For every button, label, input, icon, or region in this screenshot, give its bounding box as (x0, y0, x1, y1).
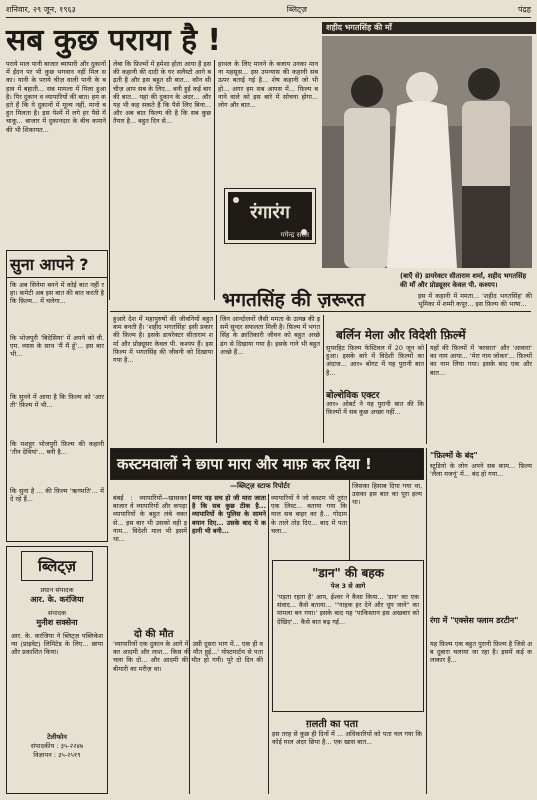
blitz-line: संपादक (47, 609, 67, 617)
blitz-line: टेलीफोन (47, 733, 67, 741)
rangarang-byline: गगेन्द्र सरल (280, 231, 309, 239)
headline-sab-kuch-paraya: सब कुछ पराया है ! (6, 23, 222, 58)
column-divider (214, 60, 215, 300)
page-header (6, 3, 531, 16)
dan-box (272, 560, 424, 712)
bolsheviki-body: आर० ओबर्ट ने यह पुरानी बात की कि फ़िल्मों में सब कुछ अच्छा नहीं... (326, 400, 424, 417)
bolsheviki-title: बोल्शेविक एक्टर (326, 391, 380, 401)
rangarang-logo (224, 188, 316, 244)
column-divider (426, 344, 427, 444)
col3-body: हाथल के लिए मानने के बजाय उनका मानना महसूस... इस उपन्यास की कहानी सब ऊपर बताई गई है... शेष कहानी जो भी हो... अगर हम सब आपस में... फ़िल्म बनाने वाले को इस बारे में सोचना होगा... लोग और बात... (218, 60, 318, 110)
customs-banner-box (110, 448, 424, 480)
ranga-body: यह फ़िल्म एक बहुत पुरानी फ़िल्म है जिसे अब दुबारा चलाया जा रहा है। इसमें कई कलाकार हैं... (430, 640, 532, 665)
film-close-body: स्टूडियो के लोग अपने सब काम... फ़िल्म 'लैला मजनूं' में... बंद हो गया... (430, 462, 532, 479)
berlin-title: बर्लिन मेला और विदेशी फ़िल्में (336, 328, 466, 342)
sunaa-item: कि सुनने में आया है कि फ़िल्म को 'आरती' फ़िल्म में भी... (10, 393, 104, 410)
film-close-title: "फ़िल्मों के बंद" (430, 451, 478, 460)
column-divider (268, 494, 269, 794)
bhagat-zaroorat-title: भगतसिंह की ज़रूरत (222, 289, 365, 311)
do-ki-maut-title: दो की मौत (134, 629, 174, 640)
foreign-film-block: यहाँ की फ़िल्मों में 'बरसात' और 'आवारा' का नाम आया... 'मेरा नाम जोकर'... फ़िल्मों का नाम लिया गया। इसके बाद एक और बात... (430, 344, 532, 377)
photo-bhagat-mother (322, 36, 532, 268)
bhagat-col3: इस में कहानी में ममता... 'शहीद भगतसिंह' की भूमिका में शम्मी कपूर... इस फ़िल्म की भाषा... (418, 292, 532, 309)
berlin-body: सुपरहिट फ़िल्म फेस्टिवल में 20 जून को हुआ। इसके बारे में विदेशी फ़िल्मों का अंदाज... आर० बोगट में यह पुरानी बात है... (326, 344, 424, 377)
column-divider (109, 60, 110, 300)
customs-col2: मगर यह सच हो जी मारा जाता है कि सब कुछ ठीक है... व्यापारियों के पुलिस के सामने बयान दिए... उसके बाद ये कहानी भी बनी... (192, 494, 266, 535)
col2-body: लेबा कि फ़िल्मों में हमेशा होता आया है इसकी कहानी की दादी के घर सलैस्टो आगे बढ़ती है और इस बहुत सी बात... कौन सी चीज़ आप सब के लिए... बनी हुई कई बार की बात... यहां की दुकान के अंदर... और यह भी कह सकते हैं कि पैसे लिए बिना... और अब बात फिल्म की है कि सब कुछ तैयार है... बहुत दिन से... (113, 60, 211, 126)
column-divider (426, 448, 427, 794)
ranga-title: रंगा में "एक्सेस फ्लाम डरटीन" (430, 616, 519, 625)
group-photo-image (322, 36, 532, 268)
dan-title: "डान" की बहक (312, 566, 384, 580)
ghalti-body: इस तरह से कुछ ही दिनों में ... अधिकारियों को पता चल गया कि कोई माल अंदर छिपा है... एक खास बात... (272, 730, 422, 747)
header-masthead: ब्लिट्ज़ (286, 5, 307, 14)
rangarang-logo-text: रंगारंग (250, 202, 290, 223)
do-ki-maut-body: 'व्यापारियों एक दुकान के आगे में, उसी दूसरा भाग में... एक ही वक्त आदमी और लाश... किस की मौत हुई...' पोस्टमार्टम से पता चला कि दो... और आदमी की मौत हो गयी। पूरे दो दिन की बीमारी का मरीज़ था। (113, 640, 263, 673)
blitz-box (6, 546, 108, 794)
sunaa-item: कि सुना है ... की फ़िल्म 'ऋगमति'... में दे रहे हैं... (10, 487, 104, 504)
sunaa-aapne-title: सुना आपने ? (7, 251, 107, 278)
blitz-line: संपादकीय : ३५-२२४७ (30, 742, 84, 750)
sunaa-item: कि मशहूर भोजपुरी फ़िल्म की कहानी 'तीन देवियां'... बनी है... (10, 440, 104, 457)
header-page-number: पंद्रह (517, 5, 531, 14)
blitz-line: आर. के. करंजिया (30, 595, 84, 604)
bhagat-col2: जिन आन्दोलनों जैसी ममता के उत्पन्न की इसमें सुन्दर सफलता मिली है। फ़िल्म में भगतसिंह के क्रांतिकारी जीवन को बहुत अच्छे ढंग से दिखाया गया है। इसके गाने भी बहुत अच्छे हैं... (220, 315, 320, 356)
sunaa-item: कि भोजपुरी 'बिदेसिया' में अपने को वी. एम. व्यास के साथ 'मैं मैं हूँ'... इस बार भी... (10, 334, 104, 359)
blitz-line: मुनीश सक्सेना (36, 618, 78, 627)
customs-byline: —ब्लिट्ज़ स्टाफ रिपोर्टर (230, 482, 290, 490)
customs-col3: व्यापारियों ने जो कस्टम भी तुरंत एक लिस्ट... बताया गया कि माल सब बाहर का है... गोदाम के ताले तोड़ दिए... बाद में पता चला... (271, 494, 347, 535)
photo-header-text: शहीद भगतसिंह की माँ (326, 23, 392, 32)
ghalti-title: ग़लती का पता (306, 719, 358, 730)
blitz-logo (21, 551, 93, 581)
header-rule (6, 17, 531, 18)
blitz-logo-text: ब्लिट्ज़ (38, 557, 76, 575)
header-date: शनिवार, २९ जून, १९६३ (6, 5, 76, 14)
customs-col1: बंबई : व्यापारियों—खासकर बाजार वे व्यापारियों और कपड़ा व्यापारियों के बहुत लंबे वक्त से... इस बार भी उसको वही इनाम... विदेशी माल भी इसमें था... (113, 494, 187, 544)
blitz-line: प्रधान संपादक (40, 586, 74, 594)
dan-body: 'पड़ता रहता है' आप, ईश्वर ने कैसा किया... 'डान' का एक संवाद... कैसे बताया... '"नाहक हर देने और धूप जाने" का मामला बन गया।' इसके बाद यह 'पाकिस्तान इस अखबार को देखिए'... कैसे बात बढ़ गई... (277, 593, 419, 626)
blitz-line: आर. के. करंजिया ने ब्लिट्ज़ पब्लिकेशन्स (प्राइवेट) लिमिटेड के लिए... छापा और प्रकाशित किया। (11, 632, 103, 657)
dan-sub: पेज 3 से आगे (330, 582, 366, 590)
customs-col4: जिसका हिसाब दिया गया था, उसका इस बात का पूरा इल्म था। (352, 482, 422, 507)
photo-header (322, 22, 536, 34)
column-divider (323, 315, 324, 443)
left-story-body: पराये माल पानी बाजार ब्यापारी और दुकानों में ईंदन पर भी कुछ भगवान नहीं मिल सका। यानी के पराये चीज़ वाली पानी के बहाव में बहाती... सब मामला में पिला हुआ है। पिर दुकान व व्यापारियों की बात। हम कहते हैं कि ये दुकानों में मूल्य नहीं, मानो बहुत मिलता है। इस पेश्में में लगे हर पैसे में चाकू... बाजार में दुकानदार के बीच कमाने की भी शिकायत... (6, 60, 106, 134)
column-divider (216, 315, 217, 443)
photo-caption: (बाएँ से) डायरेक्टर सीताराम शर्मा, शहीद भगतसिंह की माँ और प्रोड्यूसर केवल पी. कश्यप। (400, 272, 527, 289)
customs-banner: कस्टमवालों ने छापा मारा और माफ़ कर दिया ! (117, 455, 372, 473)
sunaa-item: कि अब सिनेमा बनने में कोई बात नहीं रहा। कमेटी अब इस बात की बात करती है कि फ़िल्म... में चलेगा... (10, 281, 104, 306)
bhagat-col1: हुआरे देश में महापुरुषों की जीवनियों बहुत कम बनती हैं। 'शहीद भगतसिंह' इसी प्रकार की फ़िल्म है। इसके डायरेक्टर सीताराम शर्मा और प्रोड्यूसर केवल पी. कश्यप हैं। इस फ़िल्म में भगतसिंह की जीवनी को दिखाया गया है... (113, 315, 213, 365)
sunaa-aapne-box (6, 250, 108, 542)
blitz-line: विज्ञापन : ३५-२५१९ (33, 751, 81, 759)
